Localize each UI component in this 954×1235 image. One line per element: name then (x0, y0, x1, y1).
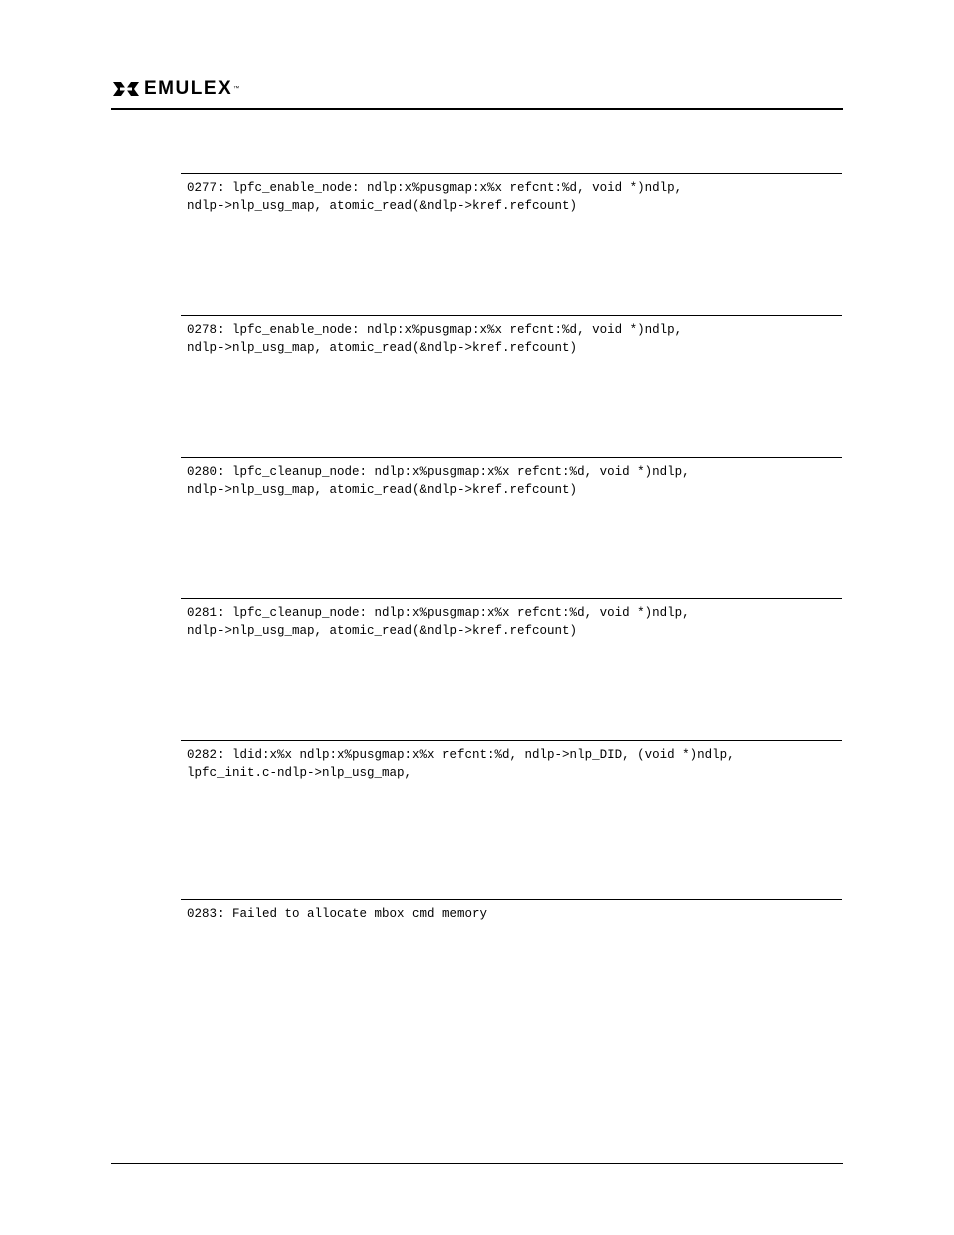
page-header (111, 78, 239, 100)
message-line-2: ndlp->nlp_usg_map, atomic_read(&ndlp->kref.refcount) (187, 340, 578, 355)
message-entry-0280 (181, 457, 842, 499)
message-line-2: ndlp->nlp_usg_map, atomic_read(&ndlp->kref.refcount) (187, 198, 578, 213)
message-entry-0282 (181, 740, 842, 782)
message-line-1: 0277: lpfc_enable_node: ndlp:x%pusgmap:x%x refcnt:%d, void *)ndlp, (187, 181, 683, 195)
message-line-1: 0283: Failed to allocate mbox cmd memory (187, 907, 488, 921)
message-line-1: 0278: lpfc_enable_node: ndlp:x%pusgmap:x%x refcnt:%d, void *)ndlp, (187, 323, 683, 337)
message-entry-0277 (181, 173, 842, 215)
message-entry-0281 (181, 598, 842, 640)
logo-wordmark: EMULEX (144, 78, 233, 99)
emulex-logo-icon (111, 79, 141, 99)
message-line-2: lpfc_init.c-ndlp->nlp_usg_map, (187, 765, 413, 780)
message-line-1: 0280: lpfc_cleanup_node: ndlp:x%pusgmap:x%x refcnt:%d, void *)ndlp, (187, 465, 690, 479)
message-line-1: 0281: lpfc_cleanup_node: ndlp:x%pusgmap:x%x refcnt:%d, void *)ndlp, (187, 606, 690, 620)
footer-rule (111, 1163, 843, 1164)
message-line-2: ndlp->nlp_usg_map, atomic_read(&ndlp->kref.refcount) (187, 482, 578, 497)
logo-trademark: ™ (233, 86, 240, 92)
message-text (181, 599, 842, 640)
header-rule (111, 108, 843, 110)
message-entry-0278 (181, 315, 842, 357)
message-line-2: ndlp->nlp_usg_map, atomic_read(&ndlp->kref.refcount) (187, 623, 578, 638)
message-text (181, 741, 842, 782)
message-text (181, 174, 842, 215)
message-line-1: 0282: ldid:x%x ndlp:x%pusgmap:x%x refcnt:%d, ndlp->nlp_DID, (void *)ndlp, (187, 748, 735, 762)
message-text (181, 316, 842, 357)
message-entry-0283 (181, 899, 842, 924)
message-text (181, 900, 842, 924)
message-text (181, 458, 842, 499)
